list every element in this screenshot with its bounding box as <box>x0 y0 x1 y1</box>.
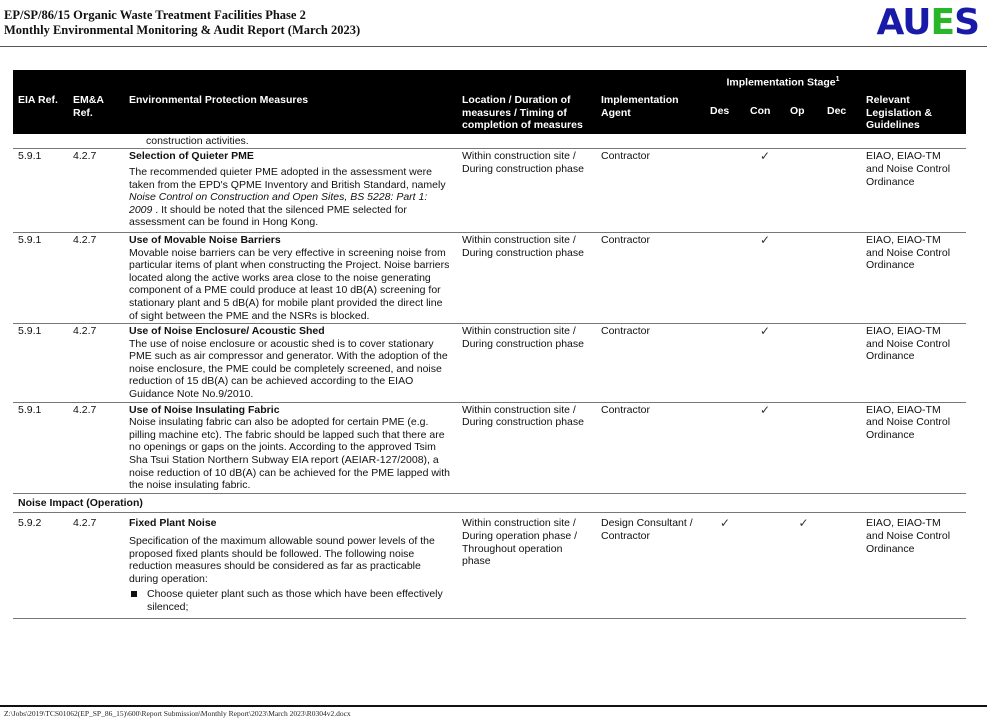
legislation-cell: EIAO, EIAO-TM and Noise Control Ordinance <box>861 402 966 493</box>
measure-title: Use of Noise Insulating Fabric <box>129 403 280 416</box>
bullet-square-icon <box>131 591 137 597</box>
ema-ref: 4.2.7 <box>68 402 124 493</box>
con-check: ✓ <box>745 149 785 233</box>
con-check: ✓ <box>745 324 785 403</box>
location-cell: Within construction site / During construction phase <box>457 149 596 233</box>
col-implementation-stage: Implementation Stage$^1$ <box>705 70 861 101</box>
table-row <box>13 324 966 403</box>
implementation-schedule-table <box>13 70 966 619</box>
des-check <box>705 402 745 493</box>
op-check <box>785 232 822 323</box>
ema-ref: 4.2.7 <box>68 149 124 233</box>
measure-body: The recommended quieter PME adopted in the assessment were taken from the EPD's QPME Inventory and British Standard, namely Noise Control on Construction and Open Sites, BS 5228: Part 1: 2009 . It should be noted that the silenced PME selected for assessment can be found in Hong Kong. <box>129 165 446 229</box>
location-cell: Within construction site / During construction phase <box>457 402 596 493</box>
dec-check <box>822 324 861 403</box>
agent-cell: Contractor <box>596 232 705 323</box>
des-check <box>705 324 745 403</box>
header-divider <box>0 46 987 47</box>
eia-ref: 5.9.1 <box>13 232 68 323</box>
measure-cell <box>124 402 457 493</box>
measure-title: Use of Movable Noise Barriers <box>129 233 281 246</box>
col-con: Con <box>745 101 785 134</box>
document-header <box>4 8 360 38</box>
measure-body: Movable noise barriers can be very effective in screening noise from particular items of plant when constructing the Project. Noise barriers located along the active works area close to the noise generating component of a PME could produce at least 10 dB(A) screening for stationary plant and 5 dB(A) for mobile plant provided the direct line of sight between the PME and the NSRs is blocked. <box>129 246 450 322</box>
con-check: ✓ <box>745 232 785 323</box>
eia-ref: 5.9.1 <box>13 149 68 233</box>
legislation-cell: EIAO, EIAO-TM and Noise Control Ordinance <box>861 149 966 233</box>
measure-title: Selection of Quieter PME <box>129 150 254 163</box>
eia-ref: 5.9.1 <box>13 402 68 493</box>
col-ema-ref: EM&A Ref. <box>68 70 124 134</box>
measure-body: The use of noise enclosure or acoustic shed is to cover stationary PME such as air compressor and generator. With the adoption of the noise enclosure, the PME could be completely screened, and noise reduction of 15 dB(A) can be achieved according to the EIAO Guidance Note No.9/2010. <box>129 337 448 401</box>
continuation-text: construction activities. <box>124 134 457 149</box>
legislation-cell: EIAO, EIAO-TM and Noise Control Ordinance <box>861 232 966 323</box>
agent-cell: Contractor <box>596 324 705 403</box>
des-check <box>705 232 745 323</box>
section-header-row <box>13 493 966 513</box>
dec-check <box>822 149 861 233</box>
dec-check <box>822 513 861 618</box>
agent-cell: Contractor <box>596 149 705 233</box>
measure-title: Use of Noise Enclosure/ Acoustic Shed <box>129 325 325 338</box>
dec-check <box>822 232 861 323</box>
location-cell: Within construction site / During construction phase <box>457 324 596 403</box>
op-check <box>785 324 822 403</box>
con-check <box>745 513 785 618</box>
section-title: Noise Impact (Operation) <box>13 493 966 513</box>
col-measures: Environmental Protection Measures <box>124 70 457 134</box>
table-row <box>13 232 966 323</box>
dec-check <box>822 402 861 493</box>
col-des: Des <box>705 101 745 134</box>
measure-body: Noise insulating fabric can also be adopted for certain PME (e.g. pilling machine etc). The fabric should be lapped such that there are no openings or gaps on the joints. According to the approved Tsim Sha Tsui Station Northern Subway EIA report (AEIAR-127/2008), a noise reduction of 10 dB(A) can be achieved for the PME lapped with the noise insulating fabric. <box>129 416 451 492</box>
op-check <box>785 402 822 493</box>
table-row <box>13 134 966 149</box>
header-line-2: Monthly Environmental Monitoring & Audit Report (March 2023) <box>4 23 361 37</box>
table-row <box>13 149 966 233</box>
agent-cell: Design Consultant / Contractor <box>596 513 705 618</box>
footer-divider <box>0 705 987 707</box>
location-cell: Within construction site / During construction phase <box>457 232 596 323</box>
measure-cell <box>124 513 457 618</box>
des-check <box>705 149 745 233</box>
agent-cell: Contractor <box>596 402 705 493</box>
col-eia-ref: EIA Ref. <box>13 70 68 134</box>
measure-cell <box>124 324 457 403</box>
col-dec: Dec <box>822 101 861 134</box>
con-check: ✓ <box>745 402 785 493</box>
col-legislation: Relevant Legislation & Guidelines <box>861 70 966 134</box>
bullet-item <box>129 588 452 613</box>
ema-ref: 4.2.7 <box>68 513 124 618</box>
op-check <box>785 149 822 233</box>
col-location: Location / Duration of measures / Timing of completion of measures <box>457 70 596 134</box>
location-cell: Within construction site / During operation phase / Throughout operation phase <box>457 513 596 618</box>
bullet-text: Choose quieter plant such as those which have been effectively silenced; <box>147 588 443 613</box>
des-check: ✓ <box>705 513 745 618</box>
eia-ref: 5.9.1 <box>13 324 68 403</box>
col-agent: Implementation Agent <box>596 70 705 134</box>
ema-ref: 4.2.7 <box>68 232 124 323</box>
measure-cell <box>124 149 457 233</box>
header-line-1: EP/SP/86/15 Organic Waste Treatment Facilities Phase 2 <box>4 8 306 22</box>
aues-logo: AUES <box>876 2 979 43</box>
measure-body: Specification of the maximum allowable sound power levels of the proposed fixed plants should be followed. The following noise reduction measures should be considered as far as practicable during operation: <box>129 535 435 585</box>
col-op: Op <box>785 101 822 134</box>
legislation-cell: EIAO, EIAO-TM and Noise Control Ordinance <box>861 324 966 403</box>
table-row <box>13 513 966 618</box>
legislation-cell: EIAO, EIAO-TM and Noise Control Ordinance <box>861 513 966 618</box>
op-check: ✓ <box>785 513 822 618</box>
table-row <box>13 402 966 493</box>
measure-title: Fixed Plant Noise <box>129 517 217 530</box>
ema-ref: 4.2.7 <box>68 324 124 403</box>
measure-cell <box>124 232 457 323</box>
footer-file-path: Z:\Jobs\2019\TCS01062(EP_SP_86_15)\600\Report Submission\Monthly Report\2023\March 2023\R0304v2.docx <box>4 709 351 718</box>
eia-ref: 5.9.2 <box>13 513 68 618</box>
